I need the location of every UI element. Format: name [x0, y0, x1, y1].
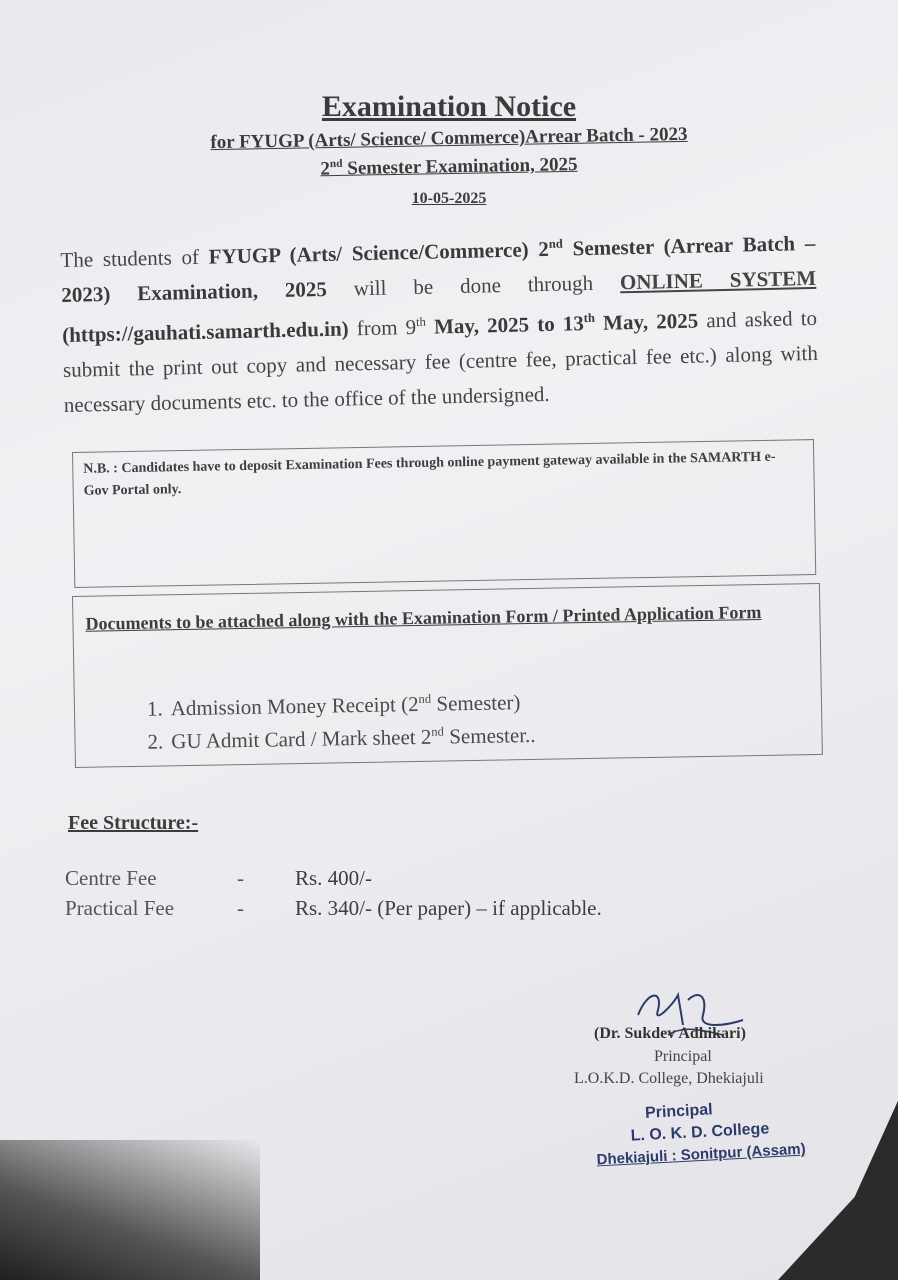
notice-semester-line: 2nd Semester Examination, 2025 [320, 154, 578, 180]
list-item: 1. Admission Money Receipt (2nd Semester) [146, 690, 521, 721]
nb-box [72, 439, 816, 588]
official-stamp: Principal L. O. K. D. College Dhekiajuli : Sonitpur (Assam) [596, 1101, 807, 1169]
notice-paragraph: The students of FYUGP (Arts/ Science/Commerce) 2nd Semester (Arrear Batch – 2023) Examination, 2025 will be done through ONLINE SYSTEM (https://gauhati.samarth.edu.in) from 9th May, 2025 to 13th May, 2025 and asked to submit the print out copy and necessary fee (centre fee, practical fee etc.) along with necessary documents etc. to the office of the undersigned. [60, 230, 819, 417]
fee-structure-title: Fee Structure:- [68, 812, 199, 834]
list-item: 2. GU Admit Card / Mark sheet 2nd Semester.. [147, 722, 536, 754]
background-shadow [0, 1140, 260, 1280]
handwritten-signature [628, 985, 758, 1055]
signatory-name: (Dr. Sukdev Adhikari) [594, 1025, 746, 1042]
notice-subtitle: for FYUGP (Arts/ Science/ Commerce)Arrear Batch - 2023 [210, 123, 688, 154]
documents-heading: Documents to be attached along with the Examination Form / Printed Application Form [85, 601, 762, 634]
documents-box [72, 583, 823, 768]
notice-date: 10-05-2025 [411, 190, 487, 207]
documents-list [147, 683, 536, 756]
signatory-college: L.O.K.D. College, Dhekiajuli [574, 1070, 764, 1087]
online-system-label: ONLINE SYSTEM [619, 265, 817, 295]
notice-title: Examination Notice [321, 90, 577, 123]
signatory-role: Principal [654, 1048, 712, 1065]
nb-text: N.B. : Candidates have to deposit Examination Fees through online payment gateway available in the SAMARTH e-Gov Portal only. [83, 449, 776, 499]
